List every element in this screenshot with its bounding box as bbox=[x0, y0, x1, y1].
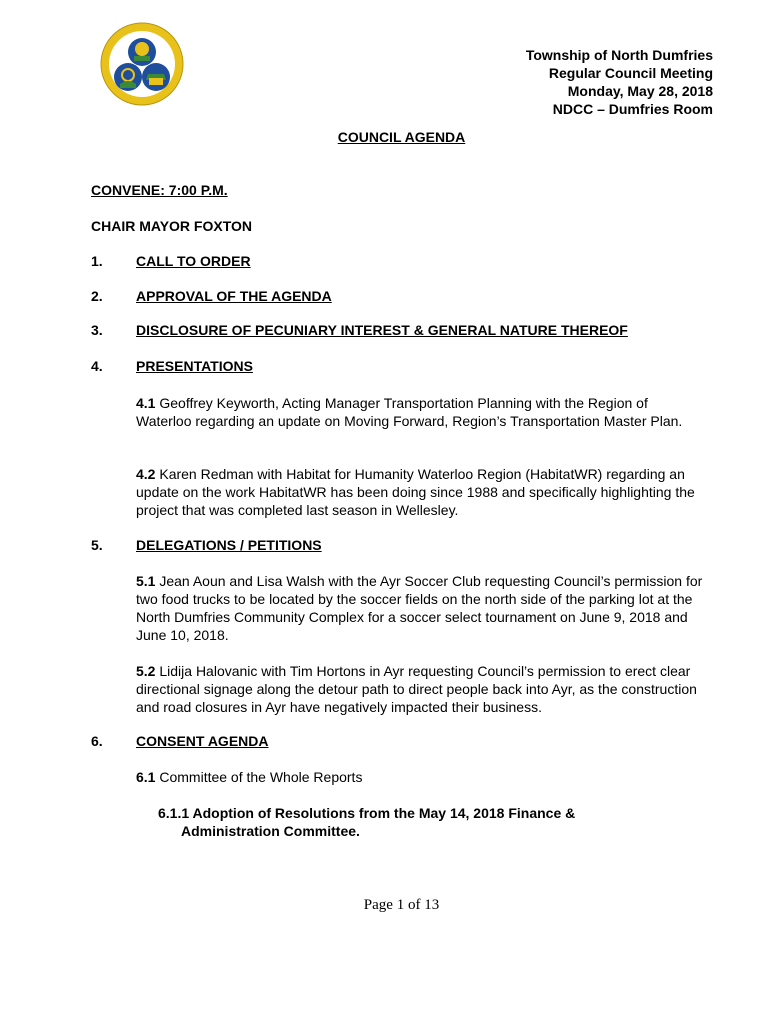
item-title: APPROVAL OF THE AGENDA bbox=[136, 288, 332, 304]
meeting-type: Regular Council Meeting bbox=[548, 65, 713, 81]
meeting-date: Monday, May 28, 2018 bbox=[567, 83, 713, 99]
item-number: 3. bbox=[91, 322, 103, 338]
presentation-entry bbox=[136, 394, 706, 430]
entry-ref: 5.1 bbox=[136, 573, 156, 589]
entry-text: Karen Redman with Habitat for Humanity Waterloo Region (HabitatWR) regarding an update on the work HabitatWR has been doing since 1988 and specifically highlighting the project that was completed last season in Wellesley. bbox=[136, 466, 695, 518]
item-number: 2. bbox=[91, 288, 103, 304]
item-title: CONSENT AGENDA bbox=[136, 733, 269, 749]
subitem-line: 6.1.1 Adoption of Resolutions from the May 14, 2018 Finance & bbox=[158, 805, 576, 821]
item-number: 4. bbox=[91, 358, 103, 374]
agenda-title: COUNCIL AGENDA bbox=[337, 129, 466, 145]
entry-text: Geoffrey Keyworth, Acting Manager Transportation Planning with the Region of Waterloo regarding an update on Moving Forward, Region’s Transportation Master Plan. bbox=[136, 395, 683, 429]
consent-entry bbox=[136, 768, 706, 786]
entry-ref: 4.2 bbox=[136, 466, 156, 482]
chair-line: CHAIR MAYOR FOXTON bbox=[91, 218, 253, 234]
delegation-entry bbox=[136, 572, 706, 644]
entry-text: Committee of the Whole Reports bbox=[155, 769, 363, 785]
entry-ref: 4.1 bbox=[136, 395, 156, 411]
item-number: 5. bbox=[91, 537, 103, 553]
delegation-entry bbox=[136, 662, 706, 716]
item-number: 6. bbox=[91, 733, 103, 749]
township-seal-icon bbox=[100, 22, 184, 106]
page-number: Page 1 of 13 bbox=[363, 897, 440, 913]
entry-text: Jean Aoun and Lisa Walsh with the Ayr Soccer Club requesting Council’s permission for two food trucks to be located by the soccer fields on the north side of the parking lot at the North Dumfries Community Complex for a soccer select tournament on June 9, 2018 and June 10, 2018. bbox=[136, 573, 703, 643]
item-number: 1. bbox=[91, 253, 103, 269]
item-title: DELEGATIONS / PETITIONS bbox=[136, 537, 322, 553]
meeting-location: NDCC – Dumfries Room bbox=[552, 101, 713, 117]
presentation-entry bbox=[136, 465, 706, 519]
entry-ref: 6.1 bbox=[136, 769, 156, 785]
consent-subitem bbox=[158, 804, 628, 840]
subitem-line-continued: Administration Committee. bbox=[181, 823, 360, 839]
item-title: DISCLOSURE OF PECUNIARY INTEREST & GENERAL NATURE THEREOF bbox=[136, 322, 628, 338]
meeting-header bbox=[526, 46, 713, 118]
entry-ref: 5.2 bbox=[136, 663, 156, 679]
entry-text: Lidija Halovanic with Tim Hortons in Ayr requesting Council’s permission to erect clear directional signage along the detour path to direct people back into Ayr, as the construction and road closures in Ayr have negatively impacted their business. bbox=[136, 663, 697, 715]
item-title: CALL TO ORDER bbox=[136, 253, 251, 269]
convene-time: CONVENE: 7:00 P.M. bbox=[91, 182, 228, 198]
township-name: Township of North Dumfries bbox=[525, 47, 713, 63]
item-title: PRESENTATIONS bbox=[136, 358, 253, 374]
